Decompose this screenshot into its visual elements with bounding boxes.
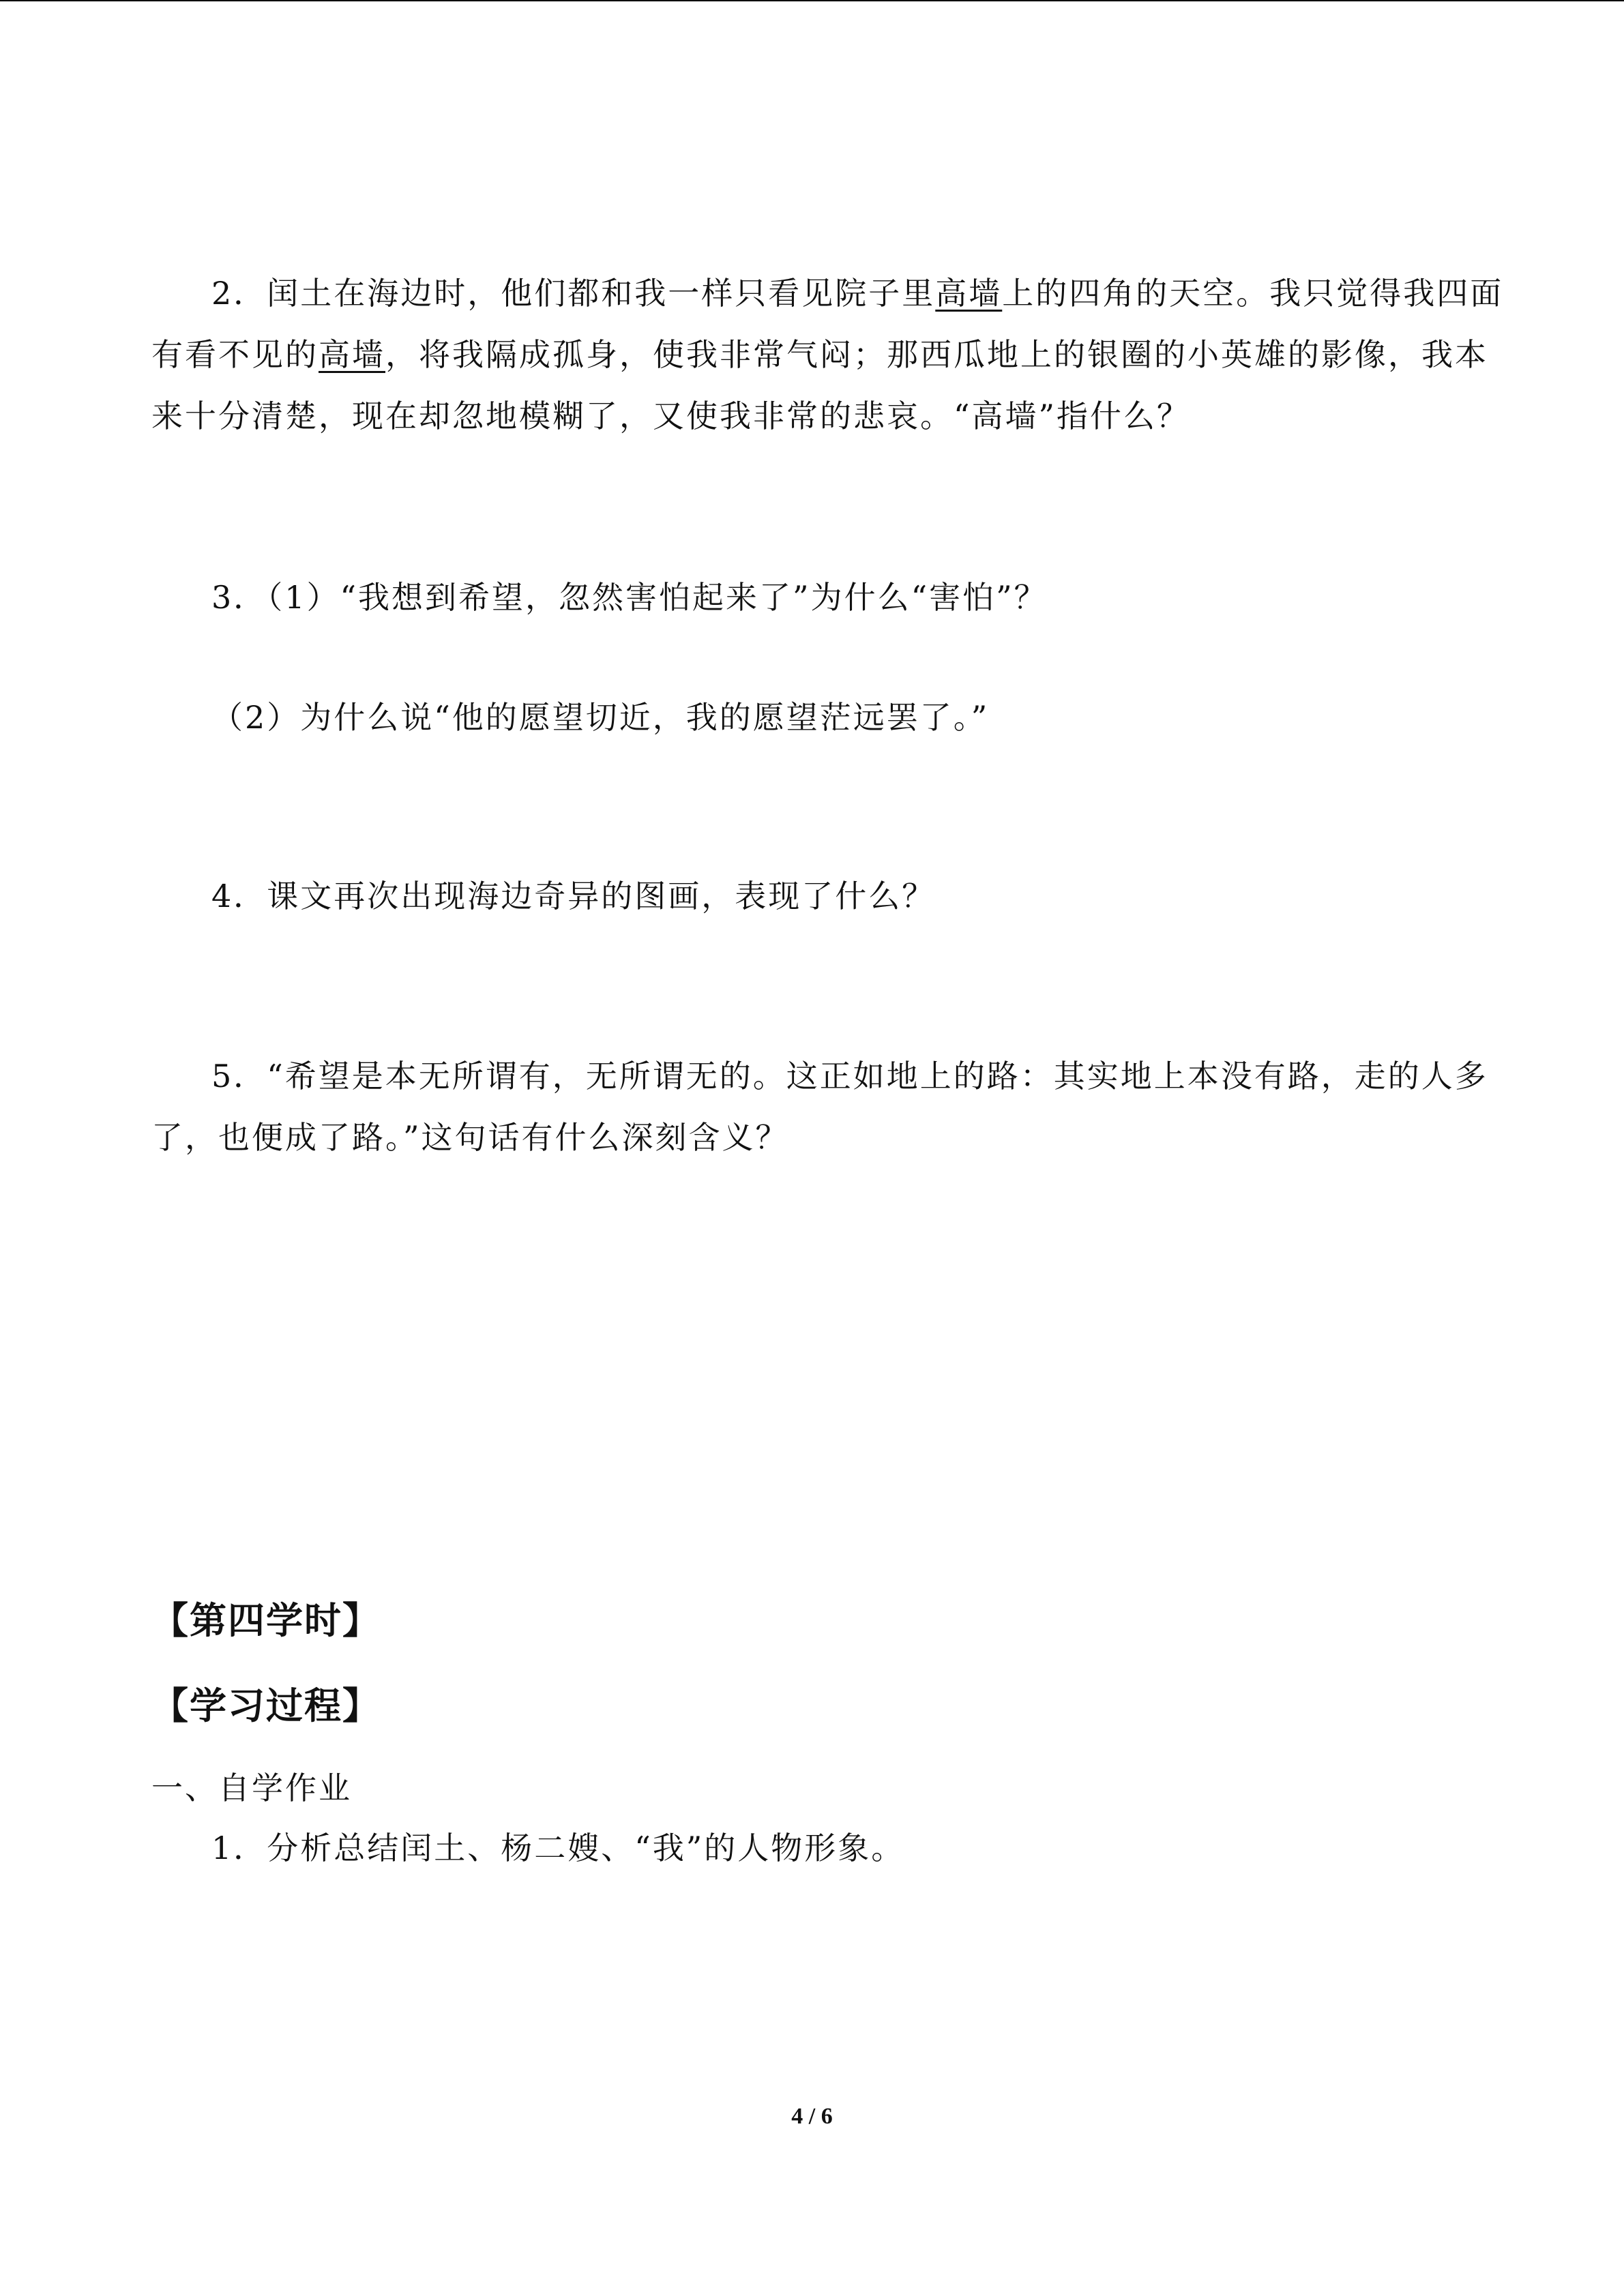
question-3-part-1: 3．（1）“我想到希望，忽然害怕起来了”为什么“害怕”？ xyxy=(211,579,1048,616)
lesson-heading: 【第四学时】 xyxy=(151,1599,381,1642)
self-study-item-1: 1．分析总结闰土、杨二嫂、“我”的人物形象。 xyxy=(211,1830,905,1866)
question-4: 4．课文再次出现海边奇异的图画，表现了什么？ xyxy=(211,878,936,914)
question-5-line-2: 了，也便成了路。”这句话有什么深刻含义？ xyxy=(151,1119,789,1156)
self-study-title: 一、自学作业 xyxy=(151,1770,352,1806)
question-2-line-2: 有看不见的高墙，将我隔成孤身，使我非常气闷；那西瓜地上的银圈的小英雄的影像，我本 xyxy=(151,336,1488,373)
underlined-term-gao-qiang: 高墙 xyxy=(319,336,385,373)
process-heading: 【学习过程】 xyxy=(151,1684,381,1727)
page-top-border xyxy=(0,0,1624,1)
question-5-line-1: 5．“希望是本无所谓有，无所谓无的。这正如地上的路：其实地上本没有路，走的人多 xyxy=(211,1058,1488,1094)
page-number: 4 / 6 xyxy=(791,2104,833,2129)
question-2-line-1: 2．闰土在海边时，他们都和我一样只看见院子里高墙上的四角的天空。我只觉得我四面 xyxy=(211,275,1504,312)
underlined-term-gao-qiang: 高墙 xyxy=(935,275,1003,312)
question-2-line-3: 来十分清楚，现在却忽地模糊了，又使我非常的悲哀。“高墙”指什么？ xyxy=(151,398,1191,434)
question-3-part-2: （2）为什么说“他的愿望切近，我的愿望茫远罢了。” xyxy=(211,699,990,736)
